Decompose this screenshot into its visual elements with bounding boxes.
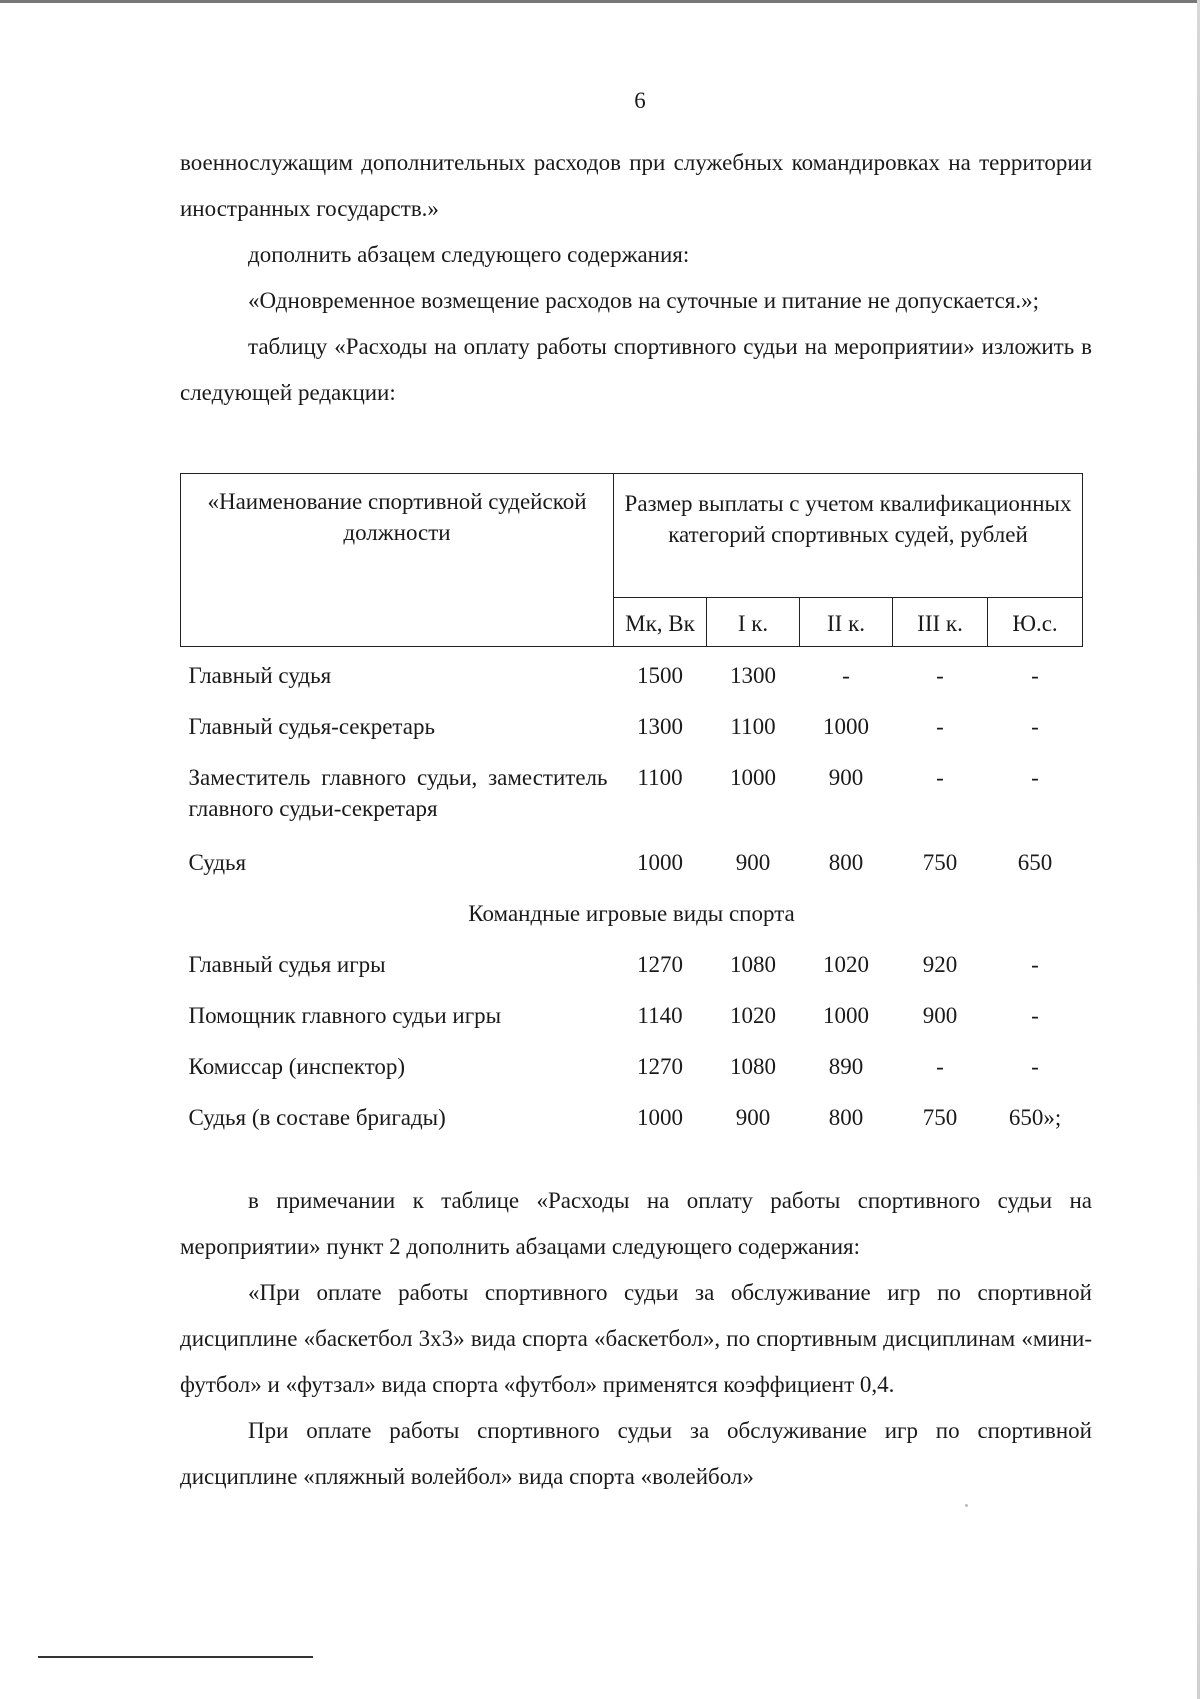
payment-value: 1000: [823, 1002, 869, 1028]
payment-value: 1080: [730, 1053, 776, 1079]
payment-value: 900: [922, 1002, 958, 1028]
payment-value: 900: [735, 849, 771, 875]
payment-value: 1300: [730, 663, 776, 688]
paragraph-basketball-football: «При оплате работы спортивного судьи за обслуживание игр по спортивной дисциплине «баскетбол 3х3» вида спорта «баскетбол», по спортивным дисциплинам «мини-футбол» и «футзал» вида спорта «футбол» применятся коэффициент 0,4.: [180, 1280, 1092, 1397]
payment-value: -: [936, 663, 944, 688]
payment-value: 1500: [637, 663, 683, 688]
payment-value: 1140: [637, 1002, 683, 1028]
paragraph-quote: «Одновременное возмещение расходов на суточные и питание не допускается.»;: [248, 288, 1040, 313]
header-category: III к.: [893, 598, 988, 647]
position-name: Главный судья: [188, 663, 332, 688]
payment-value: 750: [922, 849, 958, 875]
paragraph-continuation: военнослужащим дополнительных расходов при служебных командировках на территории иностранных государств.»: [180, 150, 1092, 221]
payment-value: 920: [922, 951, 958, 977]
table-row: [181, 749, 1083, 834]
table-row: [181, 647, 1083, 698]
payment-value: 1000: [730, 764, 776, 790]
payment-value: 1100: [637, 764, 683, 790]
table-row: [181, 1089, 1083, 1140]
outro-text: [180, 1178, 1092, 1500]
payment-value: 1000: [823, 713, 869, 739]
payment-value: 1020: [823, 951, 869, 977]
header-position-name: «Наименование спортивной судейской должности: [181, 474, 614, 647]
position-name: Главный судья игры: [188, 951, 386, 977]
payment-value: 800: [828, 1104, 864, 1130]
table-row: [181, 987, 1083, 1038]
table-row: [181, 936, 1083, 987]
paragraph-add-clause: дополнить абзацем следующего содержания:: [248, 242, 690, 267]
payment-value: 1020: [730, 1002, 776, 1028]
footnote-separator-line: [38, 1656, 313, 1658]
header-category: I к.: [707, 598, 800, 647]
table-row: [181, 698, 1083, 749]
position-name: Помощник главного судьи игры: [188, 1002, 502, 1028]
payment-value: 800: [828, 849, 864, 875]
header-category: II к.: [800, 598, 893, 647]
payment-value: -: [936, 713, 944, 739]
payment-value: -: [1031, 951, 1039, 977]
payment-value: 750: [922, 1104, 958, 1130]
position-name: Заместитель главного судьи, заместитель главного судьи-секретаря: [188, 764, 608, 821]
section-row: [181, 885, 1083, 936]
paragraph-table-intro: таблицу «Расходы на оплату работы спортивного судьи на мероприятии» изложить в следующей редакции:: [180, 334, 1092, 405]
payment-value: -: [1031, 764, 1039, 790]
table-row: [181, 834, 1083, 885]
position-name: Главный судья-секретарь: [188, 713, 435, 739]
page-number: 6: [634, 88, 646, 113]
payment-value: 1270: [637, 951, 683, 977]
payment-value: -: [1031, 663, 1039, 688]
payment-value: -: [936, 1053, 944, 1079]
payment-value: -: [1031, 713, 1039, 739]
intro-text: [180, 140, 1092, 416]
position-name: Комиссар (инспектор): [188, 1053, 406, 1079]
scan-speck: [965, 1504, 968, 1507]
payment-value: 1270: [637, 1053, 683, 1079]
payment-value: -: [1031, 1002, 1039, 1028]
header-category: Мк, Вк: [614, 598, 707, 647]
payment-value: 890: [828, 1053, 864, 1079]
paragraph-beach-volleyball: При оплате работы спортивного судьи за обслуживание игр по спортивной дисциплине «пляжный волейбол» вида спорта «волейбол»: [180, 1418, 1092, 1489]
table-row: [181, 1038, 1083, 1089]
payment-value: 1100: [730, 713, 776, 739]
payment-value: 650»;: [1008, 1104, 1062, 1130]
position-name: Судья: [188, 849, 247, 875]
header-category: Ю.с.: [988, 598, 1083, 647]
position-name: Судья (в составе бригады): [188, 1104, 446, 1130]
header-payment-size: Размер выплаты с учетом квалификационных категорий спортивных судей, рублей: [614, 474, 1083, 598]
payment-value: 1000: [637, 1104, 683, 1130]
payment-value: 1300: [637, 713, 683, 739]
payment-value: -: [936, 764, 944, 790]
payment-value: 1000: [637, 849, 683, 875]
payment-value: -: [1031, 1053, 1039, 1079]
scan-border-top: [0, 0, 1200, 3]
payment-value: 650: [1017, 849, 1053, 875]
section-title: Командные игровые виды спорта: [468, 900, 795, 926]
payment-value: 1080: [730, 951, 776, 977]
payment-value: 900: [828, 764, 864, 790]
paragraph-note-intro: в примечании к таблице «Расходы на оплату работы спортивного судьи на мероприятии» пункт 2 дополнить абзацами следующего содержания:: [180, 1188, 1092, 1259]
payment-value: -: [842, 663, 850, 688]
payment-value: 900: [735, 1104, 771, 1130]
referee-payment-table: [180, 473, 1083, 1140]
